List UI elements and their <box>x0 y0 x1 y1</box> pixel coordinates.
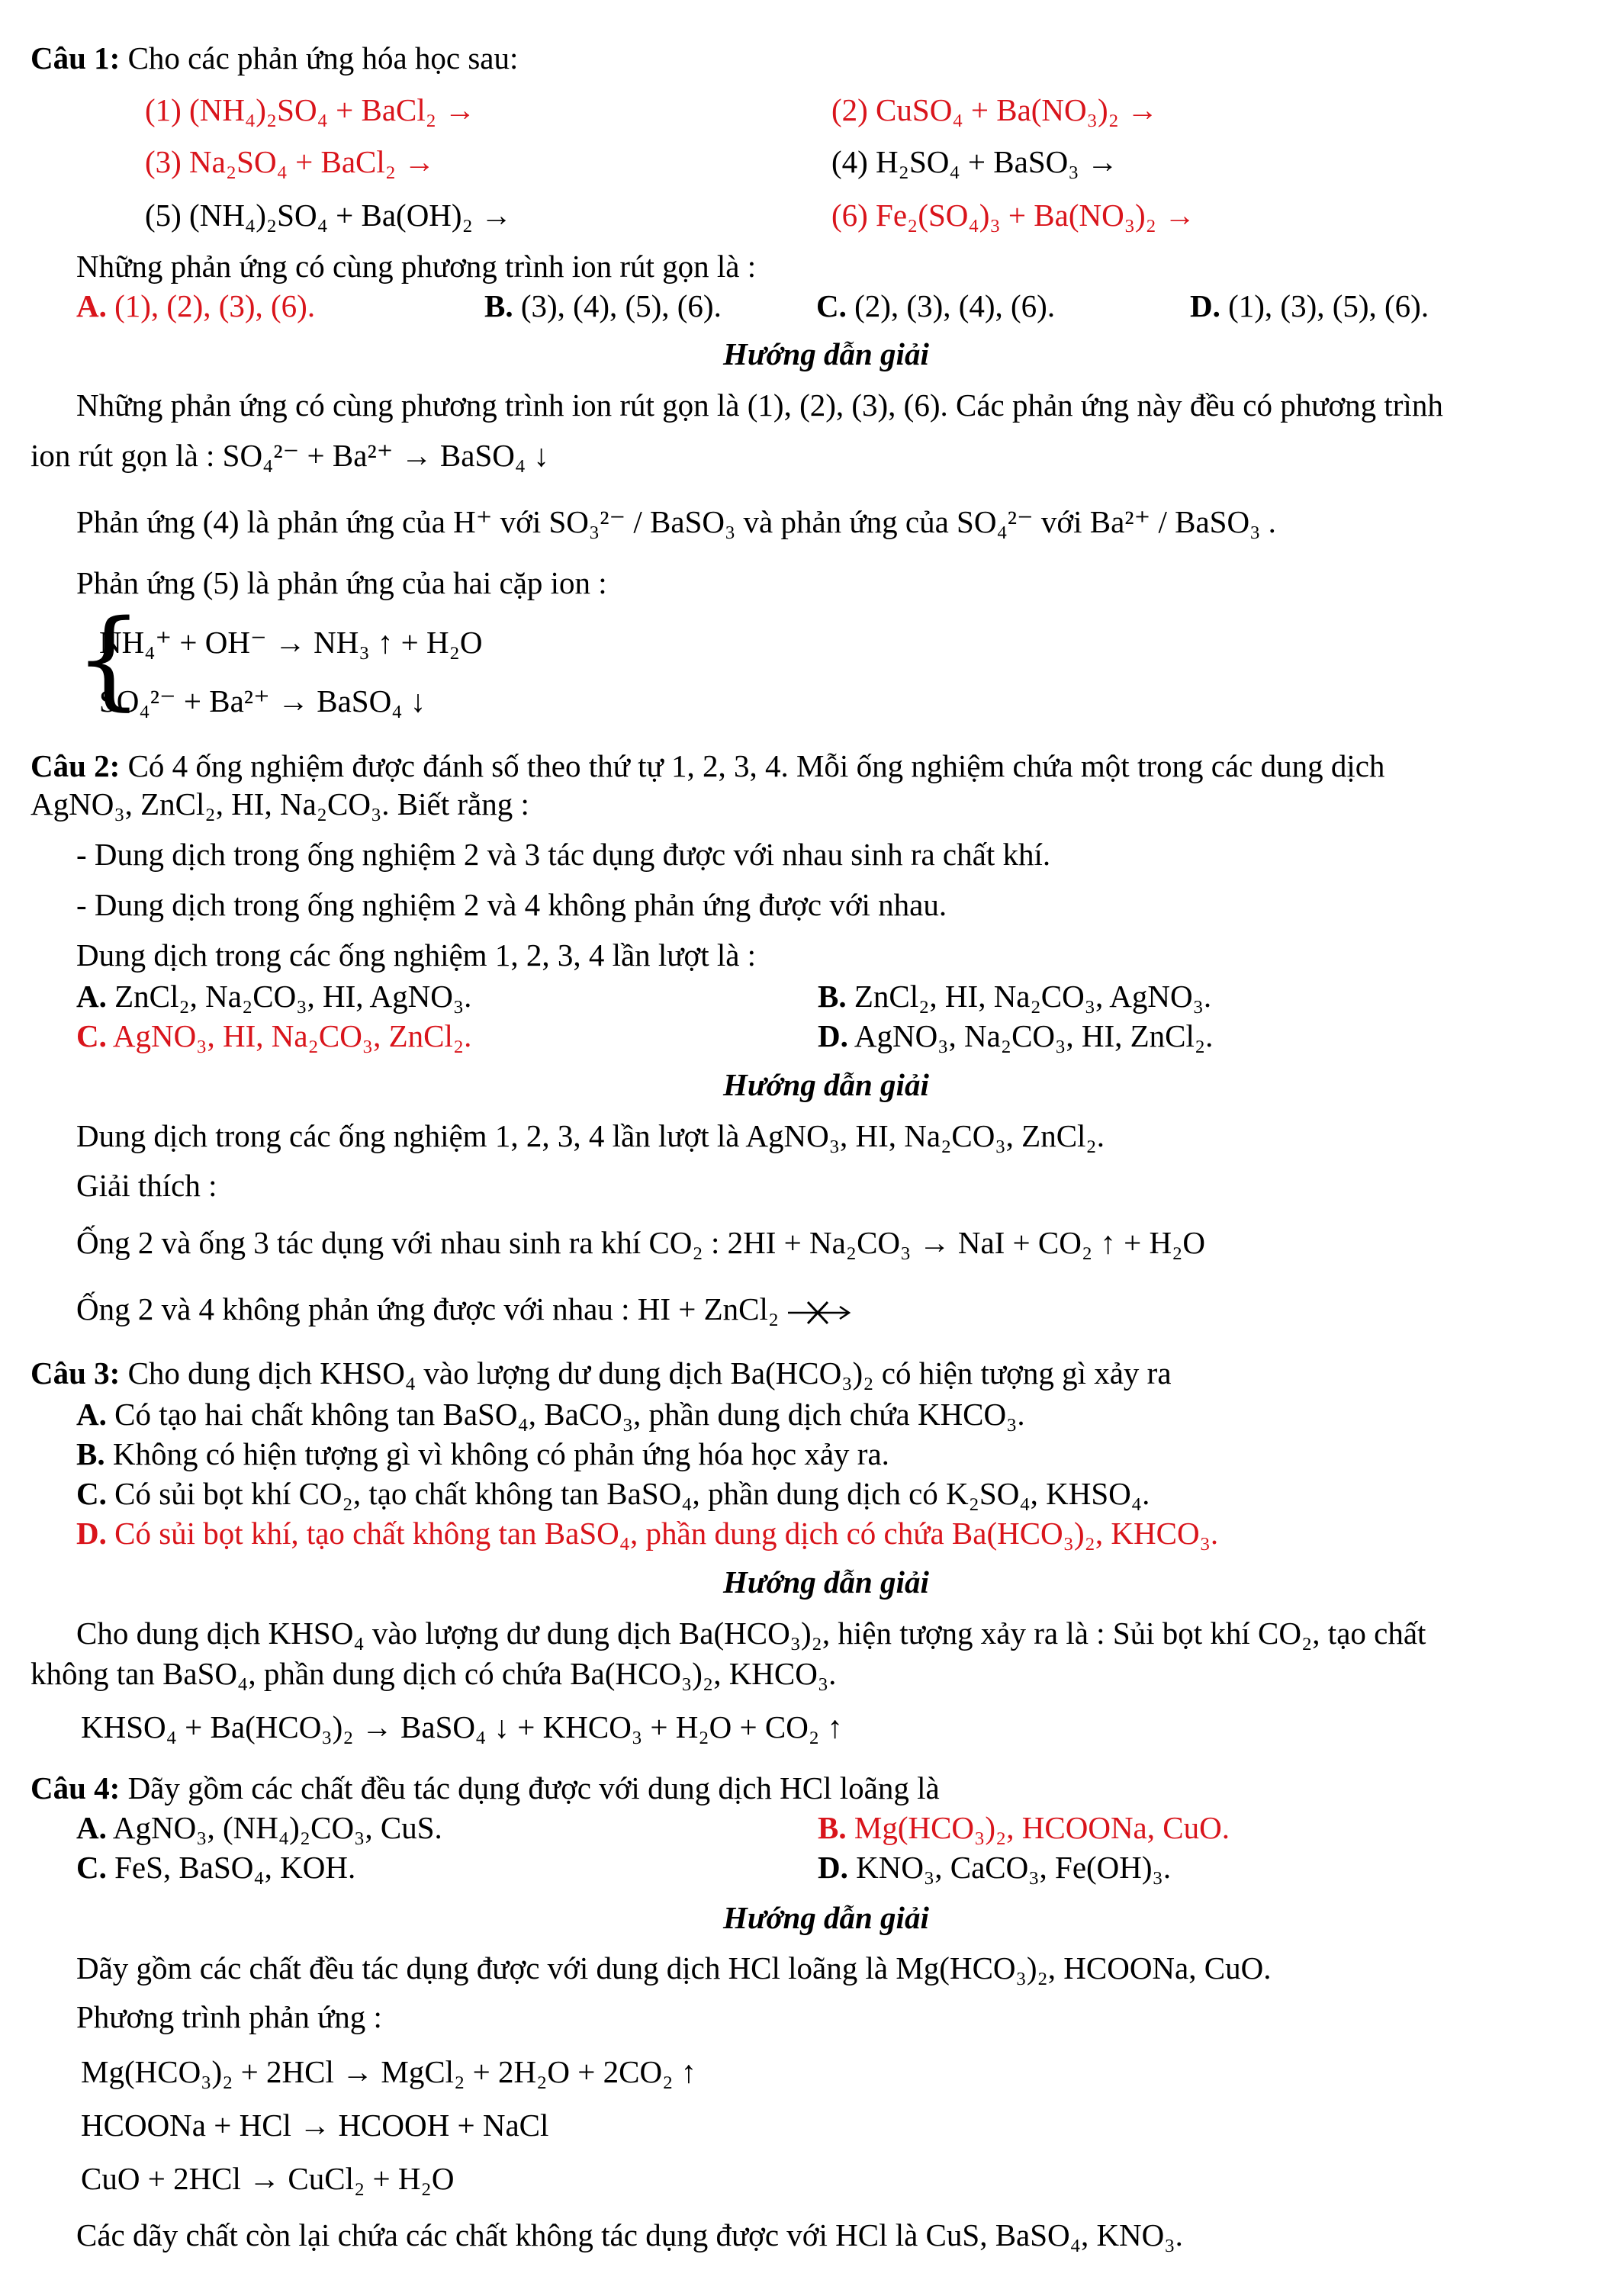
q2-explain: Giải thích : <box>76 1168 217 1203</box>
q1-intro: Cho các phản ứng hóa học sau: <box>127 40 519 76</box>
q3-option-b-key: B. <box>76 1436 105 1471</box>
q2-line2: AgNO₃, ZnCl₂, HI, Na₂CO₃. Biết rằng : <box>31 786 529 822</box>
q3-option-a-text: Có tạo hai chất không tan BaSO₄, BaCO₃, phần dung dịch chứa KHCO₃. <box>114 1397 1025 1432</box>
q1-reaction-5: (5) (NH₄)₂SO₄ + Ba(OH)₂ → <box>145 198 513 233</box>
q3-answer-line2: không tan BaSO₄, phần dung dịch có chứa Ba(HCO₃)₂, KHCO₃. <box>31 1656 837 1691</box>
q4-option-d <box>818 1849 1171 1886</box>
q1-title: Câu 1: <box>31 40 121 76</box>
q4-option-b <box>818 1809 1230 1846</box>
q3-option-a <box>76 1396 1025 1433</box>
q1-ion-eq-1: NH₄⁺ + OH⁻ → NH₃ ↑ + H₂O <box>99 625 483 660</box>
q1-option-a-key: A. <box>76 288 107 323</box>
q1-header <box>31 40 518 76</box>
q3-guide-heading: Hướng dẫn giải <box>723 1564 929 1600</box>
q2-explain-1 <box>76 1224 1205 1261</box>
q1-ion-eq-2: SO₄²⁻ + Ba²⁺ → BaSO₄ ↓ <box>99 683 426 719</box>
q2-option-c-text: AgNO₃, HI, Na₂CO₃, ZnCl₂. <box>112 1018 472 1053</box>
q2-option-c-key: C. <box>76 1018 107 1053</box>
q2-condition-2: - Dung dịch trong ống nghiệm 2 và 4 không phản ứng được với nhau. <box>76 887 947 922</box>
q1-note-4: Phản ứng (4) là phản ứng của H⁺ với SO₃²⁻ / BaSO₃ và phản ứng của SO₄²⁻ với Ba²⁺ / BaSO₃ . <box>76 504 1276 539</box>
q4-option-d-key: D. <box>818 1850 848 1885</box>
q2-option-c <box>76 1018 471 1054</box>
q1-question: Những phản ứng có cùng phương trình ion rút gọn là : <box>76 249 757 284</box>
q3-option-c-text: Có sủi bọt khí CO₂, tạo chất không tan BaSO₄, phần dung dịch có K₂SO₄, KHSO₄. <box>114 1476 1150 1511</box>
q2-option-a-key: A. <box>76 979 107 1014</box>
q2-header <box>31 748 1384 784</box>
q1-answer-line2: ion rút gọn là : SO₄²⁻ + Ba²⁺ → BaSO₄ ↓ <box>31 438 549 473</box>
q4-guide-heading: Hướng dẫn giải <box>723 1900 929 1935</box>
q1-option-d-text: (1), (3), (5), (6). <box>1228 288 1429 323</box>
q3-option-b <box>76 1436 889 1472</box>
q1-option-c-key: C. <box>816 288 847 323</box>
q4-answer: Dãy gồm các chất đều tác dụng được với dung dịch HCl loãng là Mg(HCO₃)₂, HCOONa, CuO. <box>76 1950 1272 1986</box>
q1-option-c <box>816 288 1055 324</box>
q3-answer-line1: Cho dung dịch KHSO₄ vào lượng dư dung dịch Ba(HCO₃)₂, hiện tượng xảy ra là : Sủi bọt khí CO₂, tạo chất <box>76 1616 1426 1651</box>
q3-header <box>31 1355 1172 1391</box>
q4-eq-intro: Phương trình phản ứng : <box>76 1999 382 2034</box>
q4-option-a-key: A. <box>76 1810 107 1845</box>
q4-option-c-key: C. <box>76 1850 107 1885</box>
q1-option-d <box>1190 288 1429 324</box>
q1-reaction-2: (2) CuSO₄ + Ba(NO₃)₂ → <box>831 92 1159 127</box>
q1-guide-heading: Hướng dẫn giải <box>723 336 929 371</box>
q3-option-c-key: C. <box>76 1476 107 1511</box>
q3-line1: Cho dung dịch KHSO₄ vào lượng dư dung dịch Ba(HCO₃)₂ có hiện tượng gì xảy ra <box>127 1355 1172 1391</box>
q3-option-c <box>76 1475 1150 1512</box>
q2-title: Câu 2: <box>31 748 121 783</box>
q1-option-a-text: (1), (2), (3), (6). <box>114 288 316 323</box>
q3-option-d-key: D. <box>76 1516 107 1551</box>
q2-option-d-key: D. <box>818 1018 848 1053</box>
q1-reaction-1: (1) (NH₄)₂SO₄ + BaCl₂ → <box>145 92 476 127</box>
q2-explain-2-text: Ống 2 và 4 không phản ứng được với nhau : <box>76 1291 630 1326</box>
q2-explain-1-text: Ống 2 và ống 3 tác dụng với nhau sinh ra khí CO₂ : <box>76 1225 720 1260</box>
q3-title: Câu 3: <box>31 1355 121 1391</box>
q1-reaction-3: (3) Na₂SO₄ + BaCl₂ → <box>145 144 436 179</box>
q3-equation: KHSO₄ + Ba(HCO₃)₂ → BaSO₄ ↓ + KHCO₃ + H₂O + CO₂ ↑ <box>81 1709 843 1744</box>
q1-option-a <box>76 288 315 324</box>
q2-explain-1-eq: 2HI + Na₂CO₃ → NaI + CO₂ ↑ + H₂O <box>727 1225 1206 1260</box>
q1-option-b-key: B. <box>484 288 513 323</box>
q1-reaction-6: (6) Fe₂(SO₄)₃ + Ba(NO₃)₂ → <box>831 198 1196 233</box>
q1-option-b-text: (3), (4), (5), (6). <box>520 288 722 323</box>
q2-explain-2 <box>76 1291 852 1328</box>
q3-option-b-text: Không có hiện tượng gì vì không có phản ứng hóa học xảy ra. <box>112 1436 889 1471</box>
q4-header <box>31 1770 940 1806</box>
q1-option-d-key: D. <box>1190 288 1220 323</box>
no-reaction-arrow-icon <box>786 1297 852 1328</box>
q4-conclusion: Các dãy chất còn lại chứa các chất không tác dụng được với HCl là CuS, BaSO₄, KNO₃. <box>76 2217 1183 2252</box>
q1-note-5: Phản ứng (5) là phản ứng của hai cặp ion : <box>76 565 607 600</box>
q4-title: Câu 4: <box>31 1770 121 1805</box>
q4-equation-1: Mg(HCO₃)₂ + 2HCl → MgCl₂ + 2H₂O + 2CO₂ ↑ <box>81 2054 697 2089</box>
q2-condition-1: - Dung dịch trong ống nghiệm 2 và 3 tác dụng được với nhau sinh ra chất khí. <box>76 837 1051 872</box>
q4-option-d-text: KNO₃, CaCO₃, Fe(OH)₃. <box>856 1850 1172 1885</box>
q2-option-b-text: ZnCl₂, HI, Na₂CO₃, AgNO₃. <box>854 979 1212 1014</box>
q3-option-d-text: Có sủi bọt khí, tạo chất không tan BaSO₄, phần dung dịch có chứa Ba(HCO₃)₂, KHCO₃. <box>114 1516 1219 1551</box>
q4-option-c-text: FeS, BaSO₄, KOH. <box>114 1850 356 1885</box>
q4-option-c <box>76 1849 355 1886</box>
q2-option-b-key: B. <box>818 979 847 1014</box>
q2-option-b <box>818 978 1211 1014</box>
q2-question: Dung dịch trong các ống nghiệm 1, 2, 3, 4 lần lượt là : <box>76 937 757 973</box>
q4-equation-2: HCOONa + HCl → HCOOH + NaCl <box>81 2108 549 2143</box>
q2-answer: Dung dịch trong các ống nghiệm 1, 2, 3, 4 lần lượt là AgNO₃, HI, Na₂CO₃, ZnCl₂. <box>76 1118 1105 1153</box>
q2-option-a <box>76 978 471 1014</box>
q1-option-c-text: (2), (3), (4), (6). <box>854 288 1056 323</box>
q4-option-b-key: B. <box>818 1810 847 1845</box>
q4-line1: Dãy gồm các chất đều tác dụng được với dung dịch HCl loãng là <box>127 1770 940 1805</box>
q2-explain-2-eq: HI + ZnCl₂ <box>637 1291 780 1326</box>
q1-option-b <box>484 288 722 324</box>
q2-option-d-text: AgNO₃, Na₂CO₃, HI, ZnCl₂. <box>854 1018 1214 1053</box>
q2-option-d <box>818 1018 1213 1054</box>
q4-option-a <box>76 1809 442 1846</box>
q1-answer-line1: Những phản ứng có cùng phương trình ion rút gọn là (1), (2), (3), (6). Các phản ứng này đều có phương trình <box>76 387 1443 423</box>
q4-option-a-text: AgNO₃, (NH₄)₂CO₃, CuS. <box>112 1810 442 1845</box>
system-brace: { <box>75 597 143 722</box>
q4-option-b-text: Mg(HCO₃)₂, HCOONa, CuO. <box>854 1810 1230 1845</box>
q4-equation-3: CuO + 2HCl → CuCl₂ + H₂O <box>81 2161 455 2196</box>
q2-line1: Có 4 ống nghiệm được đánh số theo thứ tự 1, 2, 3, 4. Mỗi ống nghiệm chứa một trong các dung dịch <box>127 748 1385 783</box>
q2-guide-heading: Hướng dẫn giải <box>723 1067 929 1102</box>
q3-option-d <box>76 1515 1218 1551</box>
q3-option-a-key: A. <box>76 1397 107 1432</box>
q1-reaction-4: (4) H₂SO₄ + BaSO₃ → <box>831 144 1118 179</box>
q2-option-a-text: ZnCl₂, Na₂CO₃, HI, AgNO₃. <box>114 979 472 1014</box>
